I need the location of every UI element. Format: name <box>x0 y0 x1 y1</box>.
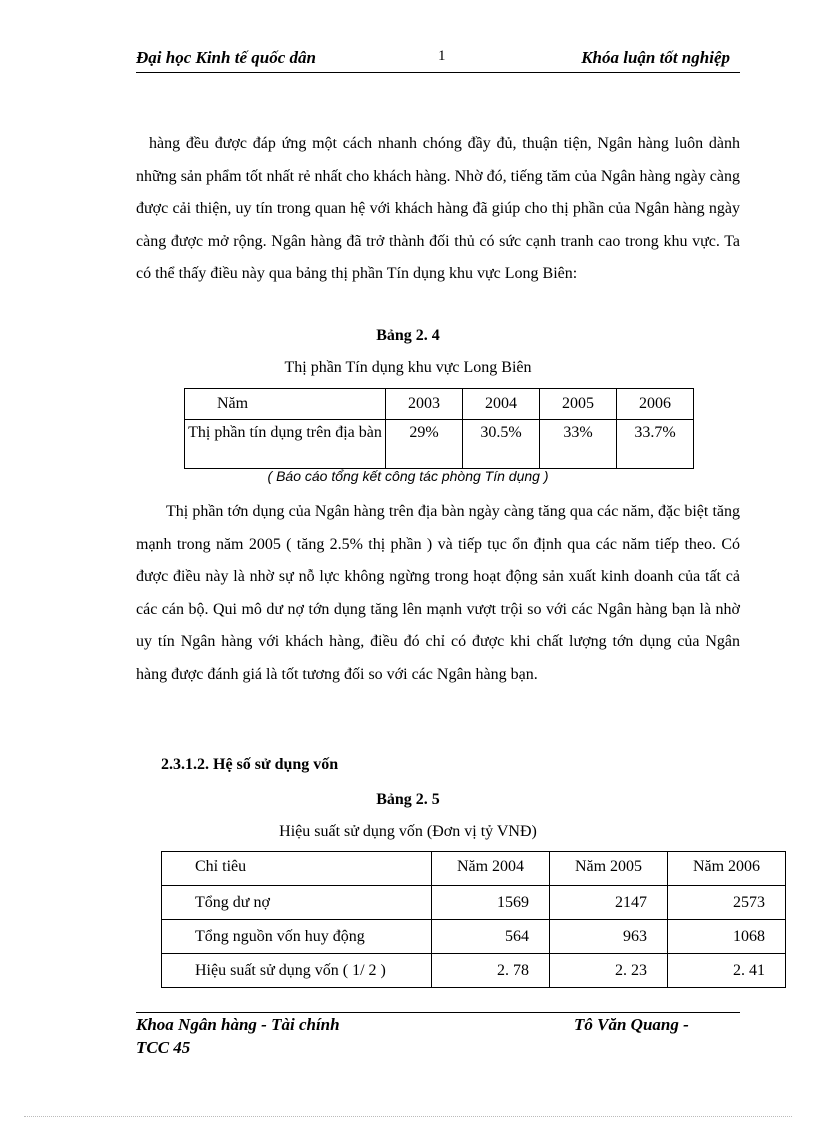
footer-author: Tô Văn Quang - <box>574 1015 689 1034</box>
cell-value: 1569 <box>432 886 550 920</box>
footer-class: TCC 45 <box>136 1038 191 1057</box>
value-2004: 30.5% <box>463 420 540 469</box>
header-university: Đại học Kinh tế quốc dân <box>136 48 316 67</box>
header-cell-year: Năm <box>185 389 386 420</box>
section-heading: 2.3.1.2. Hệ số sử dụng vốn <box>161 756 339 773</box>
header-cell-2005: Năm 2005 <box>550 852 668 886</box>
header-cell-2004: Năm 2004 <box>432 852 550 886</box>
cell-value: 2573 <box>668 886 786 920</box>
page-edge-divider <box>24 1116 792 1117</box>
cell-value: 2147 <box>550 886 668 920</box>
table-1-title: Thị phần Tín dụng khu vực Long Biên <box>284 359 532 376</box>
table-header-row <box>185 389 694 420</box>
paragraph-2 <box>136 496 740 691</box>
row-label: Tổng dư nợ <box>162 886 432 920</box>
paragraph-1 <box>136 128 740 291</box>
cell-value: 2. 41 <box>668 954 786 988</box>
value-2005: 33% <box>540 420 617 469</box>
table-1-source: ( Báo cáo tổng kết công tác phòng Tín dụng ) <box>267 468 549 484</box>
table-row <box>162 886 786 920</box>
footer-faculty: Khoa Ngân hàng - Tài chính <box>136 1015 340 1034</box>
row-label-market-share: Thị phần tín dụng trên địa bàn <box>185 420 386 469</box>
table-2-title: Hiệu suất sử dụng vốn (Đơn vị tỷ VNĐ) <box>279 823 537 840</box>
table-header-row <box>162 852 786 886</box>
table-1-label: Bảng 2. 4 <box>376 327 440 344</box>
paragraph-2-text: Thị phần tớn dụng của Ngân hàng trên địa bàn ngày càng tăng qua các năm, đặc biệt tăng mạnh trong năm 2005 ( tăng 2.5% thị phần ) và tiếp tục ổn định qua các năm tiếp theo. Có được điều này là nhờ sự nỗ lực không ngừng trong hoạt động sản xuất kinh doanh của tất cả các cán bộ. Qui mô dư nợ tớn dụng tăng lên mạnh vượt trội so với các Ngân hàng bạn là nhờ uy tín Ngân hàng với khách hàng, điều đó chỉ có được khi chất lượng tớn dụng của Ngân hàng được đánh giá là tốt tương đối so với các Ngân hàng bạn. <box>136 503 740 683</box>
paragraph-1-text: hàng đều được đáp ứng một cách nhanh chóng đầy đủ, thuận tiện, Ngân hàng luôn dành những sản phẩm tốt nhất rẻ nhất cho khách hàng. Nhờ đó, tiếng tăm của Ngân hàng ngày càng được cải thiện, uy tín trong quan hệ với khách hàng đã giúp cho thị phần của Ngân hàng ngày càng được mở rộng. Ngân hàng đã trở thành đối thủ có sức cạnh tranh cao trong khu vực. Ta có thể thấy điều này qua bảng thị phần Tín dụng khu vực Long Biên: <box>136 135 740 282</box>
cell-value: 1068 <box>668 920 786 954</box>
header-thesis-type: Khóa luận tốt nghiệp <box>581 48 730 67</box>
value-2003: 29% <box>386 420 463 469</box>
market-share-table <box>184 388 694 469</box>
header-cell-2006: Năm 2006 <box>668 852 786 886</box>
footer-divider <box>136 1012 740 1013</box>
page-number: 1 <box>438 48 446 64</box>
table-row <box>162 954 786 988</box>
cell-value: 2. 23 <box>550 954 668 988</box>
value-2006: 33.7% <box>617 420 694 469</box>
table-row <box>162 920 786 954</box>
header-cell-2003: 2003 <box>386 389 463 420</box>
header-cell-2004: 2004 <box>463 389 540 420</box>
cell-value: 564 <box>432 920 550 954</box>
page-header <box>136 48 740 73</box>
header-cell-2006: 2006 <box>617 389 694 420</box>
cell-value: 2. 78 <box>432 954 550 988</box>
table-row <box>185 420 694 469</box>
table-2-label: Bảng 2. 5 <box>376 791 440 808</box>
row-label: Tổng nguồn vốn huy động <box>162 920 432 954</box>
header-cell-2005: 2005 <box>540 389 617 420</box>
capital-efficiency-table <box>161 851 786 988</box>
header-cell-indicator: Chỉ tiêu <box>162 852 432 886</box>
row-label: Hiệu suất sử dụng vốn ( 1/ 2 ) <box>162 954 432 988</box>
cell-value: 963 <box>550 920 668 954</box>
